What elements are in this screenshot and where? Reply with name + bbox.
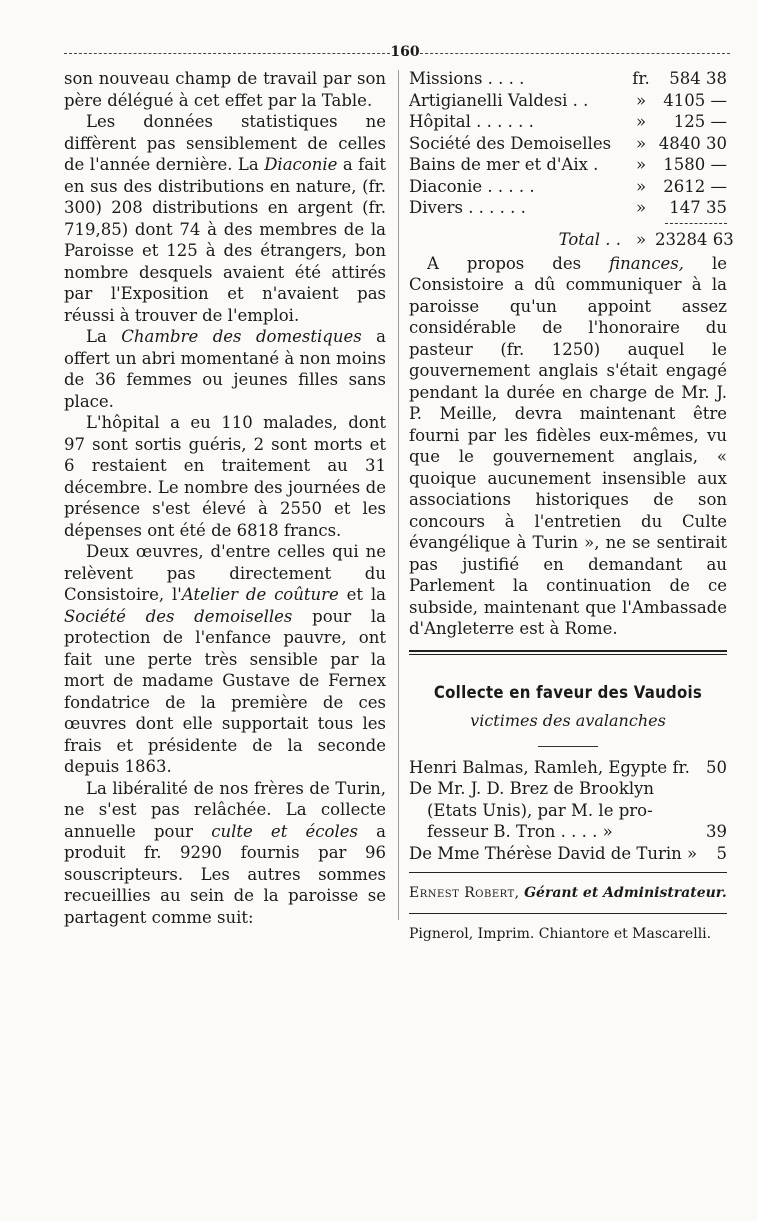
donor-list <box>409 757 727 865</box>
donor-row: fesseur B. Tron . . . . » 39 <box>427 822 727 841</box>
page-number: 160 <box>390 44 420 60</box>
paragraph-diaconie: Les données statistiques ne diffèrent pas sensiblement de celles de l'année dernière. La Diaconie a fait en sus des distributions en nature, (fr. 300) 208 distributions en argent (fr. 719,85) dont 74 à des membres de la Paroisse et 125 à des étrangers, bon nombre desquels avaient été attirés par l'Exposition et n'avaient pas réussi à trouver de l'emploi. <box>64 112 386 325</box>
total-rule <box>409 219 727 229</box>
collecte-rule <box>538 746 598 747</box>
finance-row: Hôpital . . . . . . » 125 — <box>409 112 727 131</box>
paragraph-liberalite: La libéralité de nos frères de Turin, ne s'est pas relâchée. La collecte annuelle pour culte et écoles a produit fr. 9290 fournis par 96 souscripteurs. Les autres sommes recueillies au sein de la paroisse se partagent comme suit: <box>64 778 386 927</box>
page-header <box>64 44 730 64</box>
section-rule <box>409 650 727 652</box>
finance-row: Missions . . . . fr. 584 38 <box>409 69 727 88</box>
paragraph-continuation: son nouveau champ de travail par son père délégué à cet effet par la Table. <box>64 69 386 110</box>
finance-total: Total . . » 23284 63 <box>558 229 734 249</box>
footer-rule-2 <box>409 913 727 914</box>
paragraph-finances: A propos des finances, le Consistoire a dû communiquer à la paroisse qu'un appoint assez considérable de l'honoraire du pasteur (fr. 1250) auquel le gouvernement anglais s'était engagé pendant la durée en charge de Mr. J. P. Meille, devra maintenant être fourni par les fidèles eux-mêmes, vu que le gouvernement anglais, « quoique aucunement insensible aux associations historiques de son concours à l'entretien du Culte évangélique à Turin », ne se sentirait pas justifié en demandant au Parlement la continuation de ce subside, maintenant que l'Ambassade d'Angleterre est à Rome. <box>409 253 727 638</box>
finance-row: Diaconie . . . . . » 2612 — <box>409 176 727 196</box>
left-column <box>64 68 386 928</box>
paragraph-chambre: La Chambre des domestiques a offert un abri momentané à non moins de 36 femmes ou jeunes filles sans place. <box>64 327 386 411</box>
right-column <box>409 68 734 945</box>
finance-row: Artigianelli Valdesi . . » 4105 — <box>409 90 727 110</box>
gerant-line: Ernest Robert, Gérant et Administrateur. <box>409 885 727 901</box>
paragraph-hopital: L'hôpital a eu 110 malades, dont 97 sont sortis guéris, 2 sont morts et 6 restaient en traitement au 31 décembre. Le nombre des journées de présence s'est élevé à 2550 et les dépenses ont été de 6818 francs. <box>64 413 386 540</box>
collecte-subtitle: victimes des avalanches <box>470 711 666 730</box>
footer-rule <box>409 872 727 873</box>
header-rule-right <box>420 53 730 54</box>
donor-row: Henri Balmas, Ramleh, Egypte fr. 50 <box>409 757 727 777</box>
finance-table <box>409 68 734 253</box>
header-rule-left <box>64 53 390 54</box>
printer-line: Pignerol, Imprim. Chiantore et Mascarelli. <box>409 925 712 942</box>
paragraph-oeuvres: Deux œuvres, d'entre celles qui ne relèvent pas directement du Consistoire, l'Atelier de coûture et la Société des demoiselles pour la protection de l'enfance pauvre, ont fait une perte très sensible par la mort de madame Gustave de Fernex fondatrice de la première de ces œuvres dont elle supportait tous les frais et présidente de la seconde depuis 1863. <box>64 542 386 776</box>
column-divider <box>398 70 399 920</box>
donor-row: (Etats Unis), par M. le pro- <box>427 800 653 820</box>
collecte-title: Collecte en faveur des Vaudois <box>433 682 703 703</box>
donor-row: De Mme Thérèse David de Turin » 5 <box>409 843 727 863</box>
finance-row: Divers . . . . . . » 147 35 <box>409 198 727 217</box>
donor-row: De Mr. J. D. Brez de Brooklyn <box>409 779 655 798</box>
finance-row: Bains de mer et d'Aix . » 1580 — <box>409 155 727 174</box>
section-rule-thin <box>409 654 727 655</box>
finance-row: Société des Demoiselles » 4840 30 <box>409 133 727 153</box>
